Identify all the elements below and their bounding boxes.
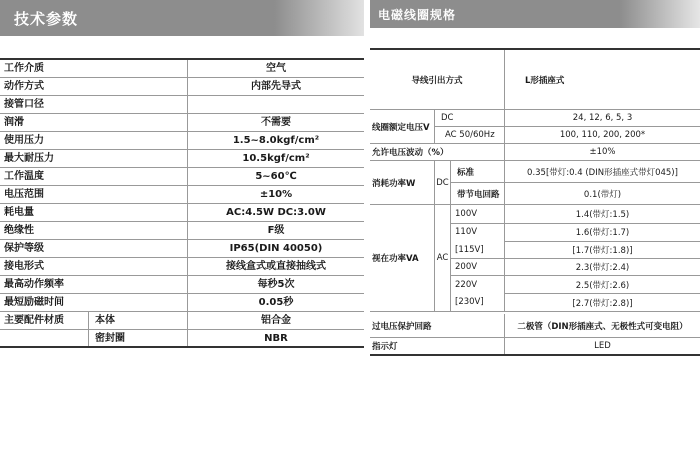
power-consumption-label: 消耗功率W [370, 161, 435, 204]
indicator-value: LED [594, 341, 611, 351]
power-saving-value: 0.1(带灯) [583, 189, 622, 200]
rated-voltage-row [370, 110, 700, 144]
apparent-ac-label: AC [435, 205, 451, 311]
row-value: F级 [267, 225, 285, 236]
technical-parameters-table [0, 58, 364, 348]
ac-voltage-values: 100, 110, 200, 200* [559, 130, 646, 140]
coil-spec-table [370, 48, 700, 356]
voltage-label: [230V] [455, 297, 484, 308]
voltage-fluctuation-row [370, 144, 700, 161]
standard-label: 标准 [451, 161, 505, 182]
row-label: 耗电量 [0, 204, 188, 221]
row-label: 使用压力 [0, 132, 188, 149]
indicator-row [370, 338, 700, 356]
overvoltage-protection-label: 过电压保护回路 [370, 314, 505, 337]
voltage-label: 110V [455, 227, 478, 238]
table-row [0, 114, 364, 132]
table-row [0, 240, 364, 258]
ac-mode-label: AC 50/60Hz [435, 127, 505, 143]
table-row [0, 186, 364, 204]
materials-label: 主要配件材质 [4, 315, 64, 326]
row-label: 工作温度 [0, 168, 188, 185]
row-label: 绝缘性 [0, 222, 188, 239]
row-value: ±10% [259, 189, 293, 200]
row-value: 空气 [266, 63, 286, 74]
apparent-value: 1.6(带灯:1.7) [575, 228, 630, 239]
apparent-power-row [370, 205, 700, 312]
materials-row [0, 330, 364, 348]
lead-method-row [370, 50, 700, 110]
row-label: 润滑 [0, 114, 188, 131]
row-value: IP65(DIN 40050) [229, 243, 323, 254]
rated-voltage-label: 线圈额定电压V [370, 110, 435, 143]
voltage-fluctuation-value: ±10% [589, 147, 616, 157]
table-row [0, 132, 364, 150]
table-row [0, 78, 364, 96]
header-gradient [620, 0, 700, 28]
material-value: 铝合金 [261, 315, 291, 326]
overvoltage-protection-value: 二极管（DIN形插座式、无极性式可变电阻） [517, 321, 688, 332]
material-part: 本体 [88, 312, 188, 329]
right-section-title: 电磁线圈规格 [378, 8, 457, 22]
row-value [188, 96, 364, 113]
table-row [0, 276, 364, 294]
apparent-value: [1.7(带灯:1.8)] [505, 241, 700, 259]
voltage-label: 100V [455, 208, 478, 219]
indicator-label: 指示灯 [370, 338, 505, 354]
material-value: NBR [264, 333, 288, 344]
voltage-label: 200V [455, 262, 478, 273]
row-value: AC:4.5W DC:3.0W [226, 207, 326, 218]
apparent-value: 1.4(带灯:1.5) [575, 209, 630, 220]
dc-mode-label: DC [435, 110, 505, 126]
standard-value: 0.35[带灯:0.4 (DIN形插座式带灯045)] [527, 167, 678, 178]
row-value: 0.05秒 [258, 297, 294, 308]
power-consumption-row [370, 161, 700, 205]
row-value: 1.5~8.0kgf/cm² [232, 135, 320, 146]
materials-label-spacer [0, 330, 88, 346]
row-label: 最短励磁时间 [0, 294, 188, 311]
table-row [0, 258, 364, 276]
left-section-title: 技术参数 [14, 10, 79, 28]
table-row [0, 150, 364, 168]
row-label: 最大耐压力 [0, 150, 188, 167]
row-label: 接电形式 [0, 258, 188, 275]
row-value: 接线盒式或直接抽线式 [226, 261, 326, 272]
table-row [0, 294, 364, 312]
row-label: 最高动作频率 [0, 276, 188, 293]
power-saving-label: 带节电回路 [451, 183, 505, 204]
row-value: 5~60℃ [255, 171, 297, 182]
apparent-value: 2.5(带灯:2.6) [575, 280, 630, 291]
voltage-label: 220V [455, 279, 478, 290]
voltage-label: [115V] [455, 244, 484, 255]
row-label: 动作方式 [0, 78, 188, 95]
row-label: 保护等级 [0, 240, 188, 257]
table-row [0, 60, 364, 78]
consumption-dc-label: DC [435, 161, 451, 204]
lead-method-value: L形插座式 [525, 75, 565, 86]
materials-row [0, 312, 364, 330]
row-value: 不需要 [261, 117, 291, 128]
table-row [0, 96, 364, 114]
row-value: 内部先导式 [251, 81, 301, 92]
row-value: 每秒5次 [257, 279, 295, 290]
left-section-header [0, 0, 364, 36]
row-label: 接管口径 [0, 96, 188, 113]
apparent-value: 2.3(带灯:2.4) [575, 263, 630, 274]
apparent-value: [2.7(带灯:2.8)] [505, 293, 700, 311]
material-part: 密封圈 [88, 330, 188, 346]
apparent-power-label: 视在功率VA [370, 205, 435, 311]
row-label: 电压范围 [0, 186, 188, 203]
header-gradient [274, 0, 364, 36]
table-row [0, 168, 364, 186]
row-label: 工作介质 [0, 60, 188, 77]
table-row [0, 222, 364, 240]
row-value: 10.5kgf/cm² [242, 153, 310, 164]
lead-method-label: 导线引出方式 [370, 50, 505, 109]
voltage-fluctuation-label: 允许电压波动（%） [370, 144, 505, 160]
dc-voltage-values: 24, 12, 6, 5, 3 [572, 113, 633, 123]
table-row [0, 204, 364, 222]
overvoltage-protection-row [370, 314, 700, 338]
right-section-header [370, 0, 700, 28]
